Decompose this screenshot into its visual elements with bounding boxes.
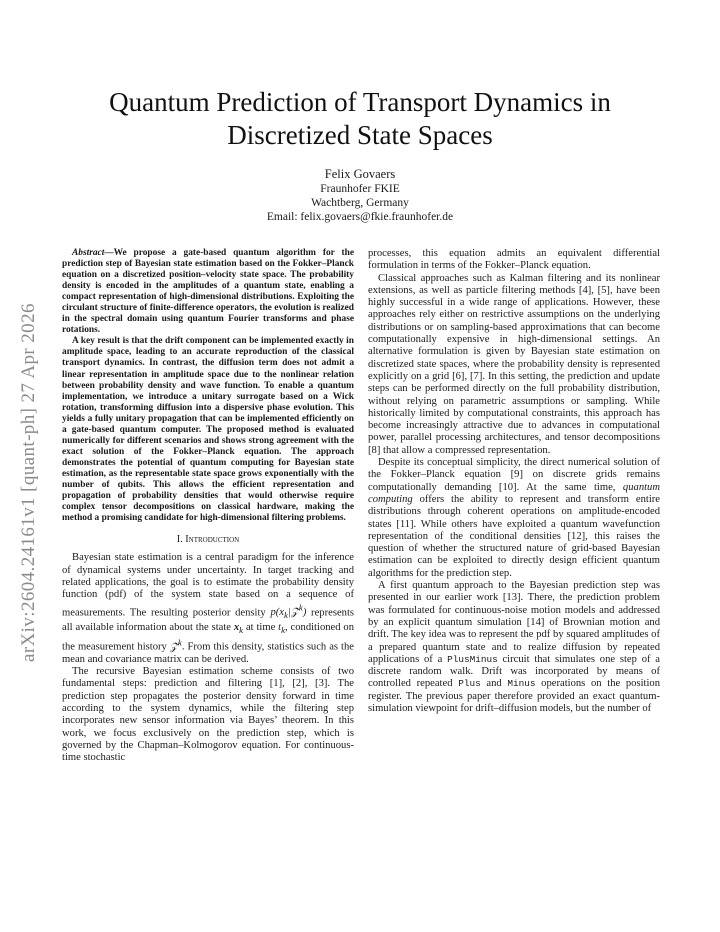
left-column [62,248,354,765]
author-location: Wachtberg, Germany [311,197,409,209]
author-affiliation: Fraunhofer FKIE [320,183,400,195]
intro-paragraph-2: The recursive Bayesian estimation scheme consists of two fundamental steps: prediction and filtering [1], [2], [3]. The prediction step propagates the posterior density forward in time according to the system dynamics, while the filtering step incorporates new sensor information via Bayes’ theorem. In this work, we focus exclusively on the prediction step, which is governed by the Chapman–Kolmogorov equation. For continuous-time stochastic [62,666,354,764]
intro-paragraph-5: Despite its conceptual simplicity, the direct numerical solution of the Fokker–Planck equation [9] on discrete grids remains computationally demanding [10]. At the same time, quantum computing offers the ability to represent and transform entire distributions through coherent operations on amplitude-encoded states [11]. While others have exploited a quantum wavefunction representation of the conditional densities [12], this raises the question of whether the structured nature of grid-based Bayesian estimation can be exploited to directly design efficient quantum algorithms for the prediction step. [368,457,660,579]
section-heading-introduction: I. Introduction [176,534,240,546]
abstract [62,248,354,524]
title-line-2: Discretized State Spaces [227,120,493,150]
emphasis-quantum-computing: quantum computing [368,481,660,505]
math-time: $t_k$ [278,621,286,635]
intro-paragraph-3: processes, this equation admits an equivalent differential formulation in terms of the Fokker–Planck equation. [368,248,660,272]
abstract-text-1: —We propose a gate-based quantum algorithm for the prediction step of Bayesian state estimation based on the Fokker–Planck equation on a discretized position–velocity state space. The probability density is encoded in the amplitudes of a quantum state, enabling a compact representation of high-dimensional distributions. Exploiting the circulant structure of finite-difference operators, the evolution is realized in the spectral domain using quantum Fourier transforms and phase rotations. [62,248,354,336]
math-state: $x_k$ [233,621,244,635]
title-line-1: Quantum Prediction of Transport Dynamics in [109,87,611,117]
abstract-paragraph-1 [62,248,354,336]
author-email: Email: felix.govaers@fkie.fraunhofer.de [266,211,454,223]
abstract-paragraph-2: A key result is that the drift component can be implemented exactly in amplitude space, leading to an accurate reproduction of the classical transport dynamics. In contrast, the diffusion term does not admit a linear representation in amplitude space due to the nonlinear relation between probability density and wave function. To enable a quantum implementation, we introduce a unitary surrogate based on a Wick rotation, transforming diffusion into a dispersive phase evolution. This yields a fully unitary propagation that can be implemented efficiently on a gate-based quantum computer. The proposed method is evaluated numerically for different scenarios and shows strong agreement with the exact solution of the Fokker–Planck equation. The approach demonstrates the potential of quantum computing for Bayesian state estimation, as the representable state space grows exponentially with the number of qubits. This allows the efficient representation and propagation of probability densities that would otherwise require complex tensor decompositions on classical hardware, making the method a promising candidate for high-dimensional filtering problems. [62,336,354,524]
right-column [368,248,660,715]
intro-paragraph-1: Bayesian state estimation is a central paradigm for the inference of dynamical systems under uncertainty. In target tracking and related applications, the goal is to estimate the probability density function (pdf) of the system state based on a sequence of measurements. The resulting posterior density $p(x_k|𝒵^k)$ represents all available information about the state $x_k$ at time $t_k$, conditioned on the measurement history 𝒵$^k$. From this density, statistics such as the mean and covariance matrix can be derived. [62,552,355,665]
author-block [160,167,560,224]
abstract-label: Abstract [72,248,105,258]
intro-paragraph-6: A first quantum approach to the Bayesian prediction step was presented in our earlier work [13]. There, the prediction problem was formulated for continuous-noise motion models and addressed by an explicit quantum simulation [14] of Brownian motion and drift. The key idea was to represent the pdf by squared amplitudes of a prepared quantum state and to realize diffusion by repeated applications of a PlusMinus circuit that simulates one step of a discrete random walk. Drift was incorporated by means of controlled repeated Plus and Minus operations on the position register. The previous paper therefore provided an exact quantum-simulation viewpoint for drift–diffusion models, but the number of [368,580,661,714]
code-plusminus: PlusMinus [447,653,498,665]
code-plus: Plus [458,678,481,690]
arxiv-identifier: arXiv:2604.24161v1 [quant-ph] 27 Apr 2026 [18,303,39,662]
code-minus: Minus [507,678,536,690]
math-history: 𝒵$^k$ [169,637,182,653]
author-name: Felix Govaers [324,167,396,181]
intro-paragraph-4: Classical approaches such as Kalman filtering and its nonlinear extensions, as well as particle filtering methods [4], [5], have been highly successful in a wide range of applications. However, these approaches rely either on restrictive assumptions on the underlying distributions or on sampling-based approximations that can become computationally expensive in high-dimensional settings. An alternative formulation is given by Bayesian state estimation on discretized state spaces, where the probability density is represented explicitly on a grid [6], [7]. In this setting, the prediction and update steps can be performed directly on the full probability distribution, without relying on parametric assumptions or sampling. While historically limited by computational constraints, this approach has become increasingly attractive due to advances in computational power, parallel processing architectures, and tensor decompositions [8] that allow a compressed representation. [368,272,660,456]
paper-title [40,86,680,152]
math-posterior: $p(x_k|𝒵^k)$ [270,602,307,621]
